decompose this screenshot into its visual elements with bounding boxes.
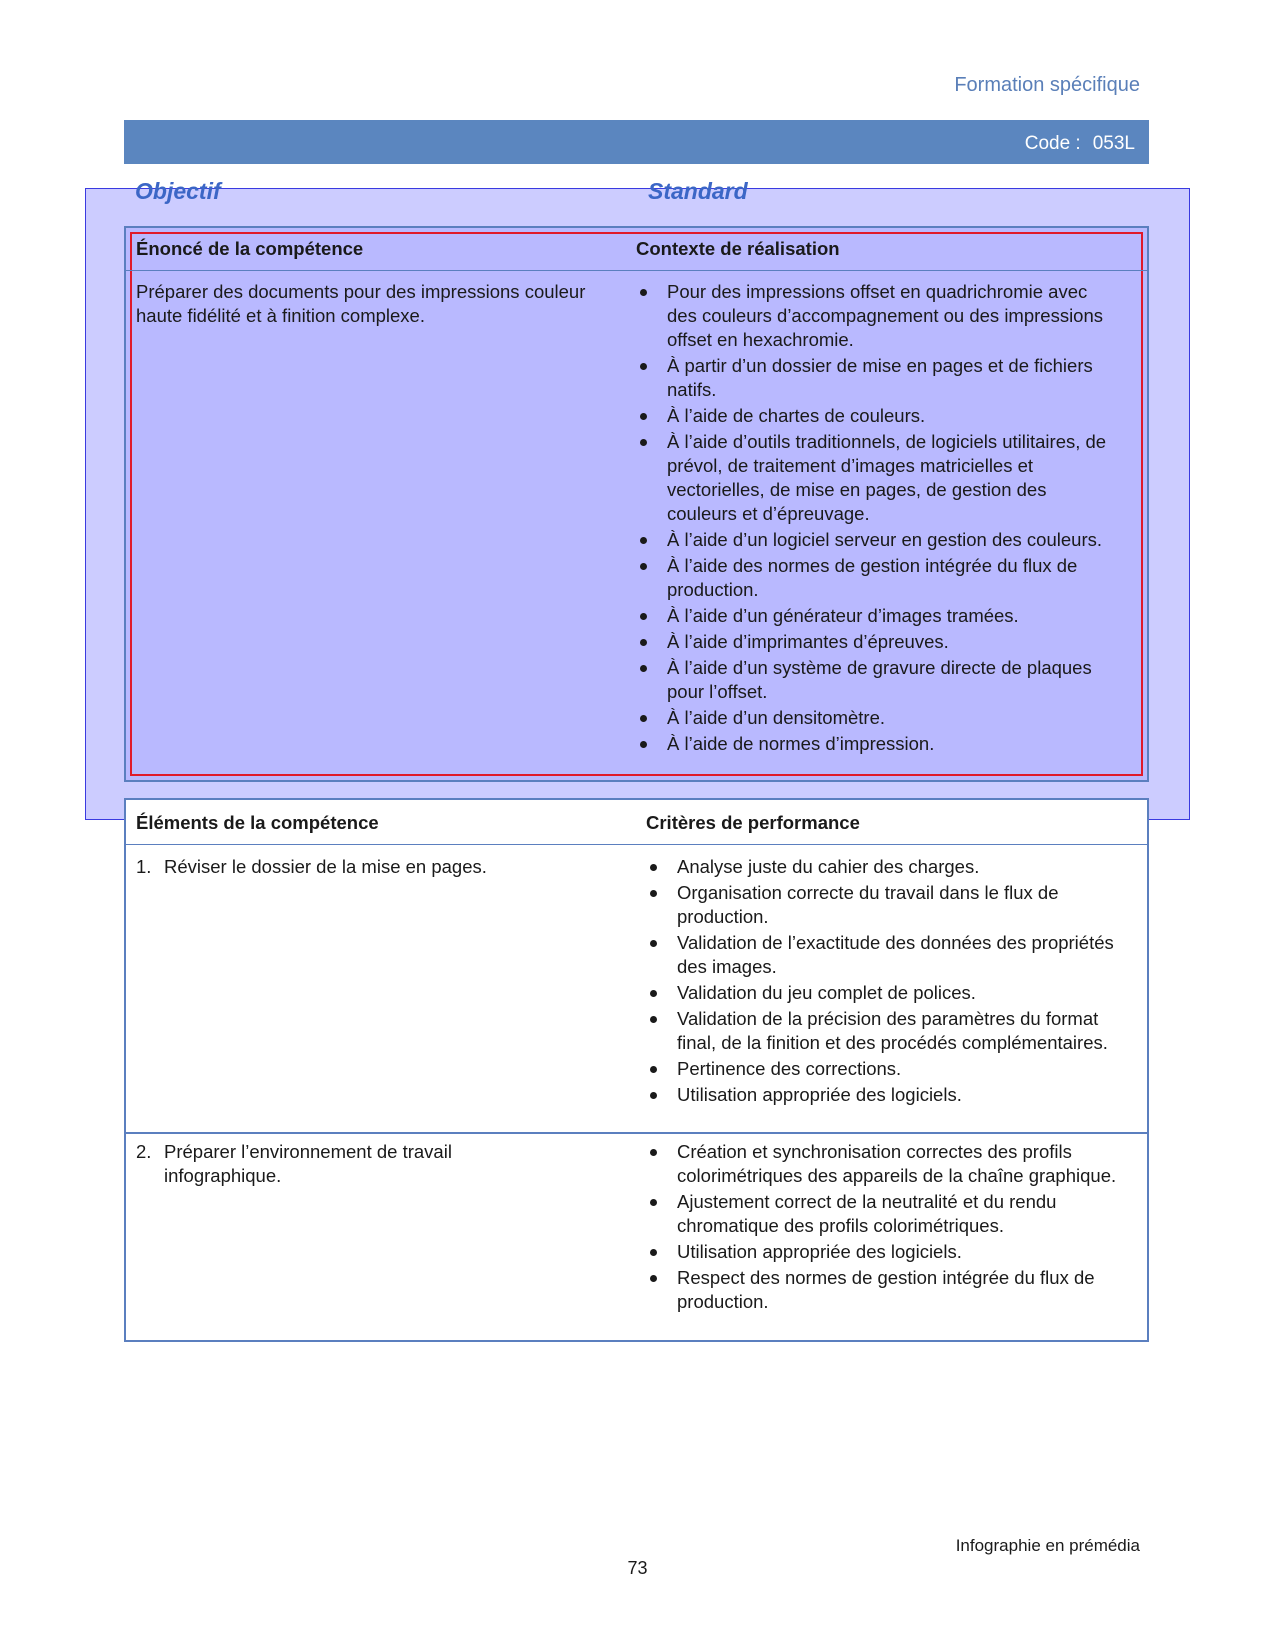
competency-elements-table — [124, 798, 1149, 1342]
standard-heading: Standard — [648, 178, 748, 204]
element-label-line2: infographique. — [164, 1165, 282, 1186]
criteria-item: Validation de la précision des paramètres du format final, de la finition et des procédés complémentaires. — [646, 1007, 1126, 1055]
context-item: À l’aide d’un logiciel serveur en gestion des couleurs. — [636, 528, 1116, 552]
criteria-item: Organisation correcte du travail dans le flux de production. — [646, 881, 1126, 929]
context-item: À l’aide d’un générateur d’images tramées. — [636, 604, 1116, 628]
header-divider — [126, 844, 1147, 845]
context-column-header: Contexte de réalisation — [636, 238, 840, 259]
criteria-item: Pertinence des corrections. — [646, 1057, 1126, 1081]
context-list — [636, 280, 1116, 758]
criteria-item: Ajustement correct de la neutralité et du rendu chromatique des profils colorimétriques. — [646, 1190, 1126, 1238]
criteria-item: Utilisation appropriée des logiciels. — [646, 1240, 1126, 1264]
context-item: À l’aide d’imprimantes d’épreuves. — [636, 630, 1116, 654]
document-section-title: Formation spécifique — [954, 74, 1140, 96]
context-item: À l’aide de chartes de couleurs. — [636, 404, 1116, 428]
context-item: À l’aide des normes de gestion intégrée du flux de production. — [636, 554, 1116, 602]
page-number: 73 — [627, 1558, 648, 1578]
criteria-column-header: Critères de performance — [646, 812, 860, 833]
criteria-item: Création et synchronisation correctes des profils colorimétriques des appareils de la chaîne graphique. — [646, 1140, 1126, 1188]
context-item: À l’aide d’un densitomètre. — [636, 706, 1116, 730]
element-label-line1: Préparer l’environnement de travail — [164, 1141, 452, 1162]
objective-heading: Objectif — [135, 178, 221, 204]
code-label: Code : — [1024, 133, 1081, 154]
criteria-item: Validation de l’exactitude des données des propriétés des images. — [646, 931, 1126, 979]
footer-program-title: Infographie en prémédia — [955, 1536, 1140, 1555]
header-divider — [126, 270, 1147, 271]
elements-column-header: Éléments de la compétence — [136, 812, 379, 833]
competency-statement: Préparer des documents pour des impressions couleur haute fidélité et à finition complexe. — [136, 281, 586, 326]
competency-statement-table — [124, 226, 1149, 782]
context-item: À l’aide d’un système de gravure directe de plaques pour l’offset. — [636, 656, 1116, 704]
context-item: À partir d’un dossier de mise en pages et de fichiers natifs. — [636, 354, 1116, 402]
context-item: À l’aide de normes d’impression. — [636, 732, 1116, 756]
criteria-list-1 — [646, 855, 1126, 1109]
criteria-item: Analyse juste du cahier des charges. — [646, 855, 1126, 879]
element-label: Réviser le dossier de la mise en pages. — [164, 856, 487, 877]
row-divider — [126, 1132, 1147, 1134]
statement-column-header: Énoncé de la compétence — [136, 238, 364, 259]
element-number: 2. — [136, 1141, 152, 1162]
criteria-item: Respect des normes de gestion intégrée du flux de production. — [646, 1266, 1126, 1314]
criteria-list-2 — [646, 1140, 1126, 1316]
element-2 — [136, 1140, 586, 1188]
element-number: 1. — [136, 856, 152, 877]
code-header-bar — [124, 120, 1149, 164]
context-item: Pour des impressions offset en quadrichromie avec des couleurs d’accompagnement ou des impressions offset en hexachromie. — [636, 280, 1116, 352]
element-1 — [136, 855, 586, 879]
code-value: 053L — [1092, 133, 1135, 154]
criteria-item: Utilisation appropriée des logiciels. — [646, 1083, 1126, 1107]
context-item: À l’aide d’outils traditionnels, de logiciels utilitaires, de prévol, de traitement d’images matricielles et vectorielles, de mise en pages, de gestion des couleurs et d’épreuvage. — [636, 430, 1116, 526]
criteria-item: Validation du jeu complet de polices. — [646, 981, 1126, 1005]
